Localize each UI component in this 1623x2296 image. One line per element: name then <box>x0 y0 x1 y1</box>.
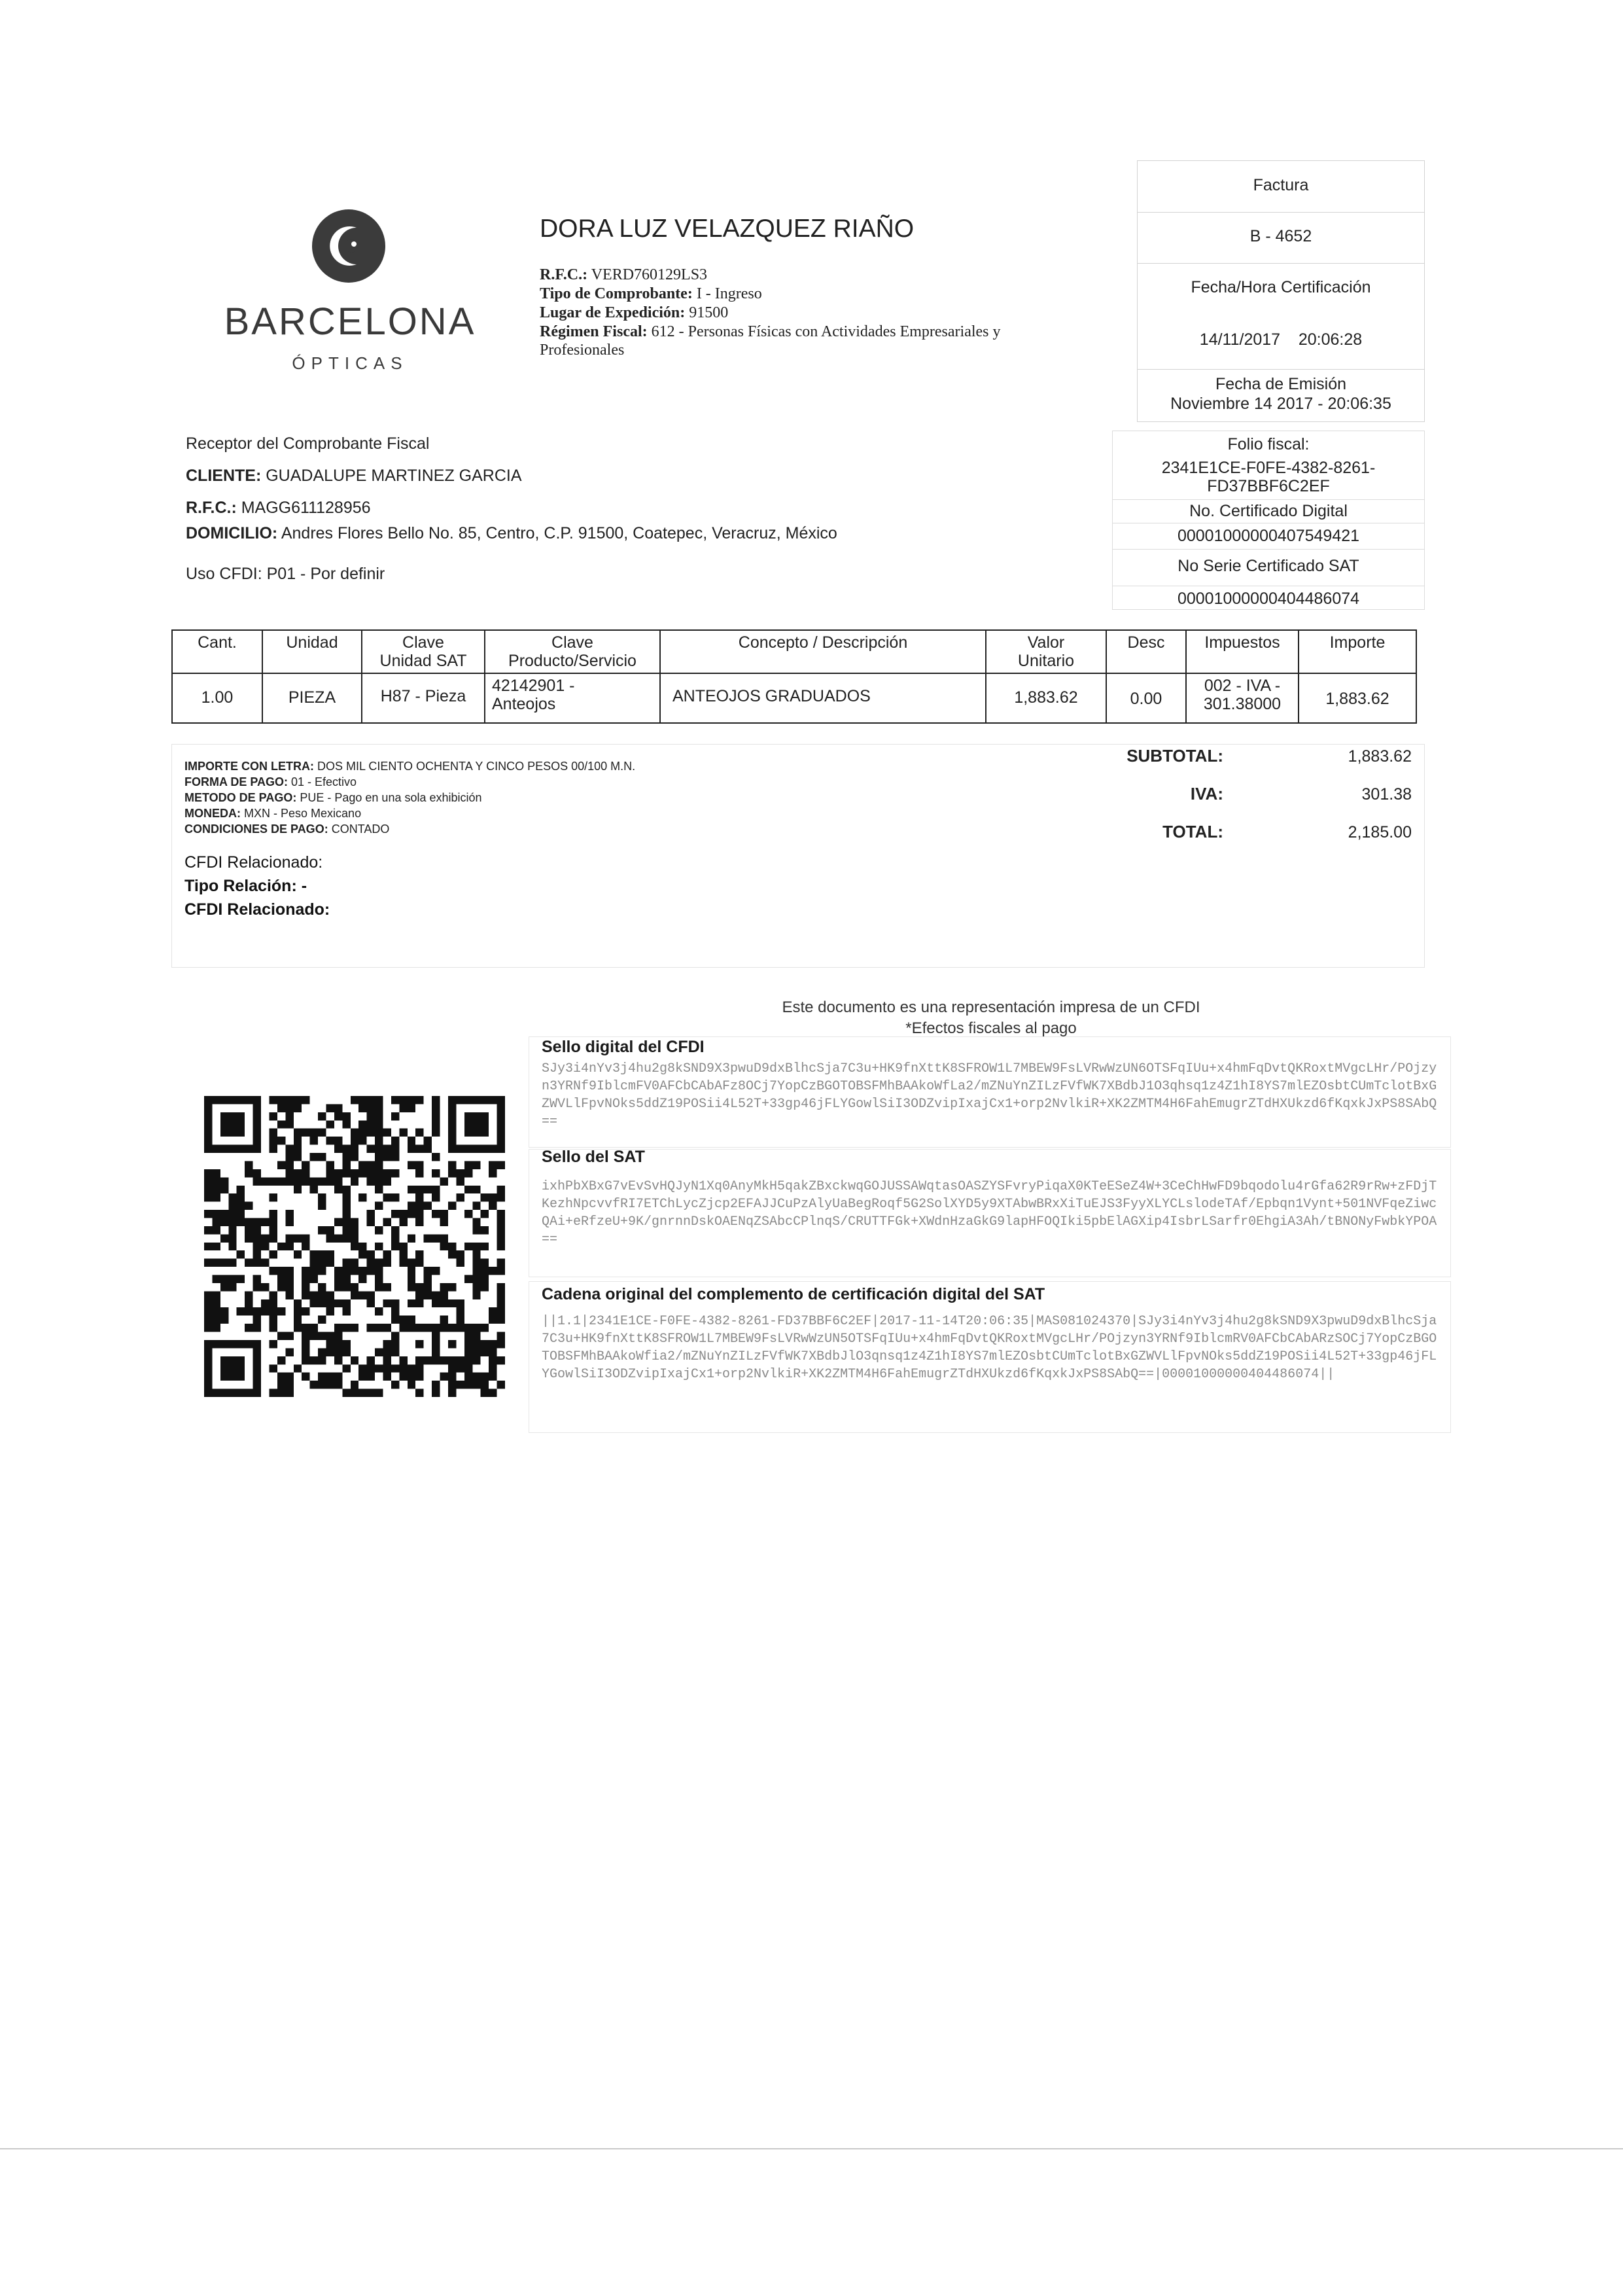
receptor-uso-cfdi: Uso CFDI: P01 - Por definir <box>186 565 385 583</box>
condiciones-pago: CONDICIONES DE PAGO: CONTADO <box>184 822 390 836</box>
serie-sat-label: No Serie Certificado SAT <box>1178 557 1359 575</box>
brand-subtitle: ÓPTICAS <box>292 353 408 373</box>
cadena-title: Cadena original del complemento de certificación digital del SAT <box>542 1285 1045 1303</box>
receptor-rfc: R.F.C.: MAGG611128956 <box>186 499 371 517</box>
header-clave-unidad: Clave Unidad SAT <box>379 633 467 670</box>
row-desc: 0.00 <box>1130 690 1162 708</box>
receptor-heading: Receptor del Comprobante Fiscal <box>186 434 430 453</box>
subtotal-label: SUBTOTAL: <box>1126 746 1223 766</box>
invoice-number: B - 4652 <box>1249 227 1312 245</box>
iva-value: 301.38 <box>1361 785 1412 804</box>
barcelona-logo-icon <box>311 208 387 284</box>
cert-label: Fecha/Hora Certificación <box>1191 278 1371 296</box>
seal-cfdi-title: Sello digital del CFDI <box>542 1038 705 1056</box>
header-importe: Importe <box>1329 633 1386 652</box>
issuer-tipo: Tipo de Comprobante: I - Ingreso <box>540 285 762 302</box>
cfdi-relacionado: CFDI Relacionado: <box>184 900 330 919</box>
header-clave-producto: Clave Producto/Servicio <box>508 633 637 670</box>
cfdi-relacionado-heading: CFDI Relacionado: <box>184 853 323 872</box>
moneda: MONEDA: MXN - Peso Mexicano <box>184 807 362 820</box>
header-concepto: Concepto / Descripción <box>738 633 908 652</box>
header-cant: Cant. <box>198 633 237 652</box>
seal-cfdi-text: SJy3i4nYv3j4hu2g8kSND9X3pwuD9dxBlhcSja7C3u+HK9fnXttK8SFROW1L7MBEW9FsLVRwWzUN6OTSFqIUu+x4hmFqDvtQKRoxtMVgcLHr/POjzyn3YRNf9IblcmFV0AFCbCAbAFz8OCj7YopCzBGOTOBSFMhBAAkoWfLa2/mZNuYnZILzFVfWK7XBdbJ1O3qhsq1z4Z1hI8YS7mlEZOsbtCUmTclotBxGZWVLlFpvNOks5ddZ19POSii4L52T+33gp46jFLYGowlSiI3ODZvipIxajCx1+orp2NvlkiR+XK2ZMTM4H6FahEmugrZTdHXUkzd6fKqxkJxPS8SAbQ== <box>542 1061 1437 1129</box>
receptor-cliente: CLIENTE: GUADALUPE MARTINEZ GARCIA <box>186 467 522 485</box>
seal-sat-text: ixhPbXBxG7vEvSvHQJyN1Xq0AnyMkH5qakZBxckwqGOJUSSAWqtasOASZYSFvryPiqaX0KTeESeZ4W+3CeChHwFD9bqodolu4rGfa62R9rRw+zFDjTKezhNpcvvfRI7ETChLycZjcp2EFAJJCuPzAlyUaBegRoqf5G2SolXYD5y9XTAbwBRxXiTuEJS3FyyXLYCLslodeTAf/Epbqn1Vynt+501NVFqeZiwcQAi+eRfzeU+9K/gnrnnDskOAENqZSAbcCPlnqS/CRUTTFGk+XWdnHzaGkG9lapHFOQIki5pbElAGXip4IsbrLSarfr0EhgiA3Ah/tBNONyFwbkYPOA== <box>542 1179 1437 1247</box>
iva-label: IVA: <box>1190 784 1223 804</box>
subtotal-value: 1,883.62 <box>1348 747 1412 766</box>
row-importe: 1,883.62 <box>1325 690 1389 708</box>
cert-datetime: 14/11/2017 20:06:28 <box>1199 330 1363 349</box>
issuer-regimen: Régimen Fiscal: 612 - Personas Físicas con Actividades Empresariales y Profesionales <box>540 323 1001 359</box>
seal-sat-title: Sello del SAT <box>542 1148 645 1166</box>
receptor-domicilio: DOMICILIO: Andres Flores Bello No. 85, Centro, C.P. 91500, Coatepec, Veracruz, México <box>186 524 837 542</box>
row-clave-unidad: H87 - Pieza <box>380 687 466 705</box>
cadena-text: ||1.1|2341E1CE-F0FE-4382-8261-FD37BBF6C2EF|2017-11-14T20:06:35|MAS081024370|SJy3i4nYv3j4hu2g8kSND9X3pwuD9dxBlhcSja7C3u+HK9fnXttK8SFROW1L7MBEW9FsLVRwWzUN5OTSFqIUu+x4hmFqDvtQKRoxtMVgcLHr/POjzyn3YRNf9IblcmRV0AFCbCAbARzSOCj7YopCzBGOTOBSFMhBAAkoWfia2/mZNuYnZILzFVfWK7XBdbJlO3qnsq1z4Z1hI8YS7mlEZOsbtCUmTclotBxGZWVLlFpvNOks5ddZ19POSii4L52T+33gp46jFLYGowlSiI3ODZvipIxajCx1+orp2NvlkiR+XK2ZMTM4H6FahEmugrZTdHXUkzd6fKqxkJxPS8SAbQ==|00001000000404486074|| <box>542 1314 1437 1382</box>
invoice-info-box <box>1137 160 1425 422</box>
folio-line2: FD37BBF6C2EF <box>1207 477 1330 495</box>
row-impuestos: 002 - IVA - 301.38000 <box>1203 677 1282 713</box>
row-unidad: PIEZA <box>288 688 336 707</box>
issuer-lugar: Lugar de Expedición: 91500 <box>540 304 729 321</box>
invoice-type: Factura <box>1253 176 1309 194</box>
header-impuestos: Impuestos <box>1204 633 1280 652</box>
folio-label: Folio fiscal: <box>1227 435 1310 453</box>
scan-edge-line <box>0 2148 1623 2149</box>
legend-line2: *Efectos fiscales al pago <box>905 1019 1077 1037</box>
emision-value: Noviembre 14 2017 - 20:06:35 <box>1170 395 1391 413</box>
qr-code-icon <box>204 1095 505 1398</box>
emision-label: Fecha de Emisión <box>1215 375 1347 393</box>
row-valor: 1,883.62 <box>1014 688 1078 707</box>
serie-sat-value: 00001000000404486074 <box>1177 590 1360 608</box>
cert-digital-label: No. Certificado Digital <box>1189 502 1348 520</box>
row-concepto: ANTEOJOS GRADUADOS <box>672 687 871 705</box>
header-valor-unitario: Valor Unitario <box>1017 633 1075 670</box>
tipo-relacion: Tipo Relación: - <box>184 877 307 895</box>
legend-line1: Este documento es una representación impresa de un CFDI <box>782 998 1200 1016</box>
totals-box <box>171 744 1425 968</box>
importe-letra: IMPORTE CON LETRA: DOS MIL CIENTO OCHENTA Y CINCO PESOS 00/100 M.N. <box>184 760 636 773</box>
fiscal-info-box <box>1112 431 1425 610</box>
header-unidad: Unidad <box>286 633 338 652</box>
issuer-name: DORA LUZ VELAZQUEZ RIAÑO <box>540 215 915 243</box>
row-cant: 1.00 <box>201 688 234 707</box>
metodo-pago: METODO DE PAGO: PUE - Pago en una sola exhibición <box>184 791 482 804</box>
header-desc: Desc <box>1127 633 1165 652</box>
issuer-rfc: R.F.C.: VERD760129LS3 <box>540 266 708 283</box>
cert-digital-value: 00001000000407549421 <box>1177 527 1360 545</box>
row-clave-producto: 42142901 - Anteojos <box>492 677 575 713</box>
folio-line1: 2341E1CE-F0FE-4382-8261- <box>1161 459 1376 477</box>
items-table <box>171 629 1417 724</box>
brand-name: BARCELONA <box>224 300 476 343</box>
total-value: 2,185.00 <box>1348 823 1412 841</box>
total-label: TOTAL: <box>1162 822 1223 841</box>
forma-pago: FORMA DE PAGO: 01 - Efectivo <box>184 775 357 788</box>
